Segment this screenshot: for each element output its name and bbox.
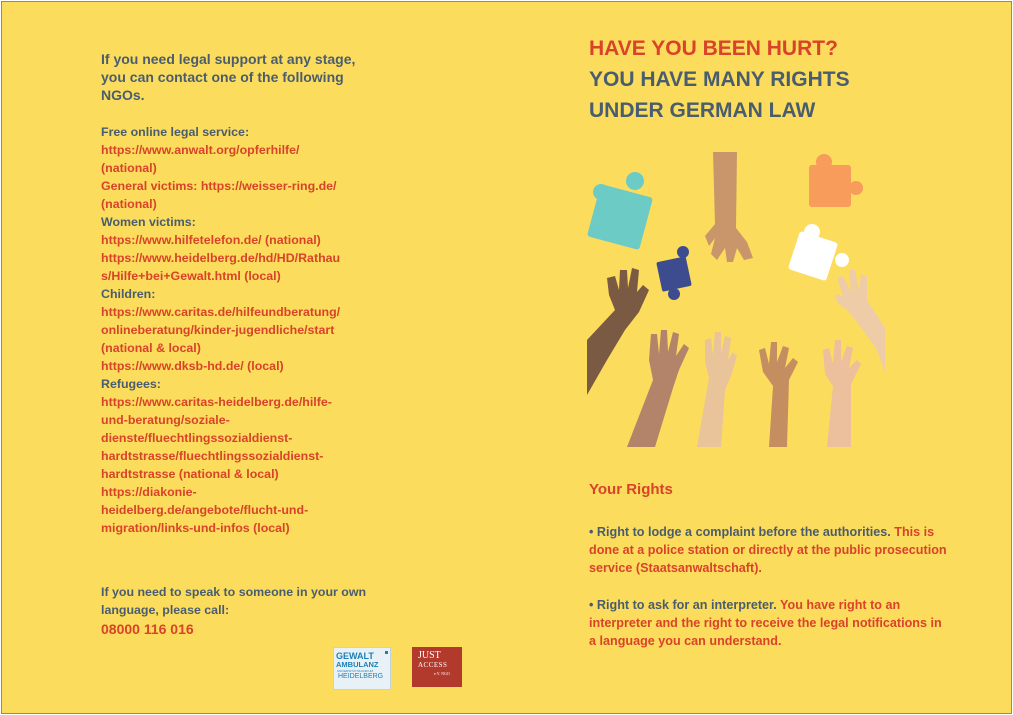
ngo-label-children: Children:	[101, 287, 156, 301]
right-complaint	[589, 523, 949, 577]
ngo-link-dksb[interactable]: https://www.dksb-hd.de/ (local)	[101, 359, 284, 373]
ngo-links-list	[101, 123, 371, 537]
ngo-contacts-column	[101, 50, 371, 537]
ngo-link-hilfetelefon[interactable]: https://www.hilfetelefon.de/ (national)	[101, 233, 321, 247]
hands-and-puzzles-illustration	[587, 150, 892, 455]
ngo-link-weisser-ring[interactable]: General victims: https://weisser-ring.de/ (national)	[101, 179, 337, 211]
logo-heidelberg-text: HEIDELBERG	[338, 673, 384, 680]
logo-access-text: ACCESS	[418, 661, 448, 669]
right-lead: Right to lodge a complaint before the authorities.	[596, 525, 891, 539]
ngo-link-diakonie[interactable]: https://diakonie- heidelberg.de/angebote/flucht-und- migration/links-und-infos (local)	[101, 485, 309, 535]
your-rights-heading: Your Rights	[589, 481, 673, 498]
right-lead: Right to ask for an interpreter.	[596, 598, 777, 612]
puzzle-piece-icon	[587, 172, 653, 250]
ngo-label-women: Women victims:	[101, 215, 196, 229]
ngo-link-caritas-heidelberg[interactable]: https://www.caritas-heidelberg.de/hilfe- und-beratung/soziale- dienste/fluechtlingssozialdienst- hardtstrasse/fluechtlingssozialdienst- hardtstrasse (national & local)	[101, 395, 332, 481]
title-line-1: HAVE YOU BEEN HURT?	[589, 37, 838, 60]
ngo-intro-text: If you need legal support at any stage, you can contact one of the following NGOs.	[101, 51, 356, 103]
brochure-page	[1, 1, 1012, 714]
bullet: •	[589, 598, 594, 612]
page-title	[589, 33, 850, 126]
logo-square-mark	[385, 651, 388, 654]
right-interpreter	[589, 596, 949, 650]
just-access-logo	[412, 647, 462, 687]
puzzle-piece-icon	[656, 246, 692, 300]
ngo-link-heidelberg[interactable]: https://www.heidelberg.de/hd/HD/Rathau s/Hilfe+bei+Gewalt.html (local)	[101, 251, 341, 283]
ngo-link-anwalt[interactable]: https://www.anwalt.org/opferhilfe/ (national)	[101, 143, 300, 175]
logo-just-text: JUST	[418, 650, 441, 661]
logo-ambulanz-text: AMBULANZ	[336, 660, 379, 669]
title-line-2: YOU HAVE MANY RIGHTS	[589, 68, 850, 91]
helpline-text: If you need to speak to someone in your own language, please call:	[101, 585, 367, 617]
gewaltambulanz-logo	[333, 647, 391, 690]
right-detail: This is done at a police station or directly at the public prosecution service (Staatsanwaltschaft).	[589, 525, 947, 575]
helpline-phone-number[interactable]: 08000 116 016	[101, 621, 194, 637]
bullet: •	[589, 525, 594, 539]
ngo-label-online: Free online legal service:	[101, 125, 250, 139]
ngo-link-caritas-online[interactable]: https://www.caritas.de/hilfeundberatung/ onlineberatung/kinder-jugendliche/start (national & local)	[101, 305, 341, 355]
title-line-3: UNDER GERMAN LAW	[589, 99, 816, 122]
logo-uniklinikum-text: UNIVERSITÄTSKLINIKUM	[337, 669, 374, 673]
ngo-label-refugees: Refugees:	[101, 377, 161, 391]
puzzle-piece-icon	[788, 224, 849, 281]
puzzle-piece-icon	[809, 154, 863, 207]
logo-ngo-text: e.V. NGO	[434, 671, 450, 676]
logo-gewalt-text: GEWALT	[336, 651, 374, 661]
helpline-section	[101, 583, 371, 639]
right-detail: You have right to an interpreter and the right to receive the legal notifications in a language you can understand.	[589, 598, 942, 648]
